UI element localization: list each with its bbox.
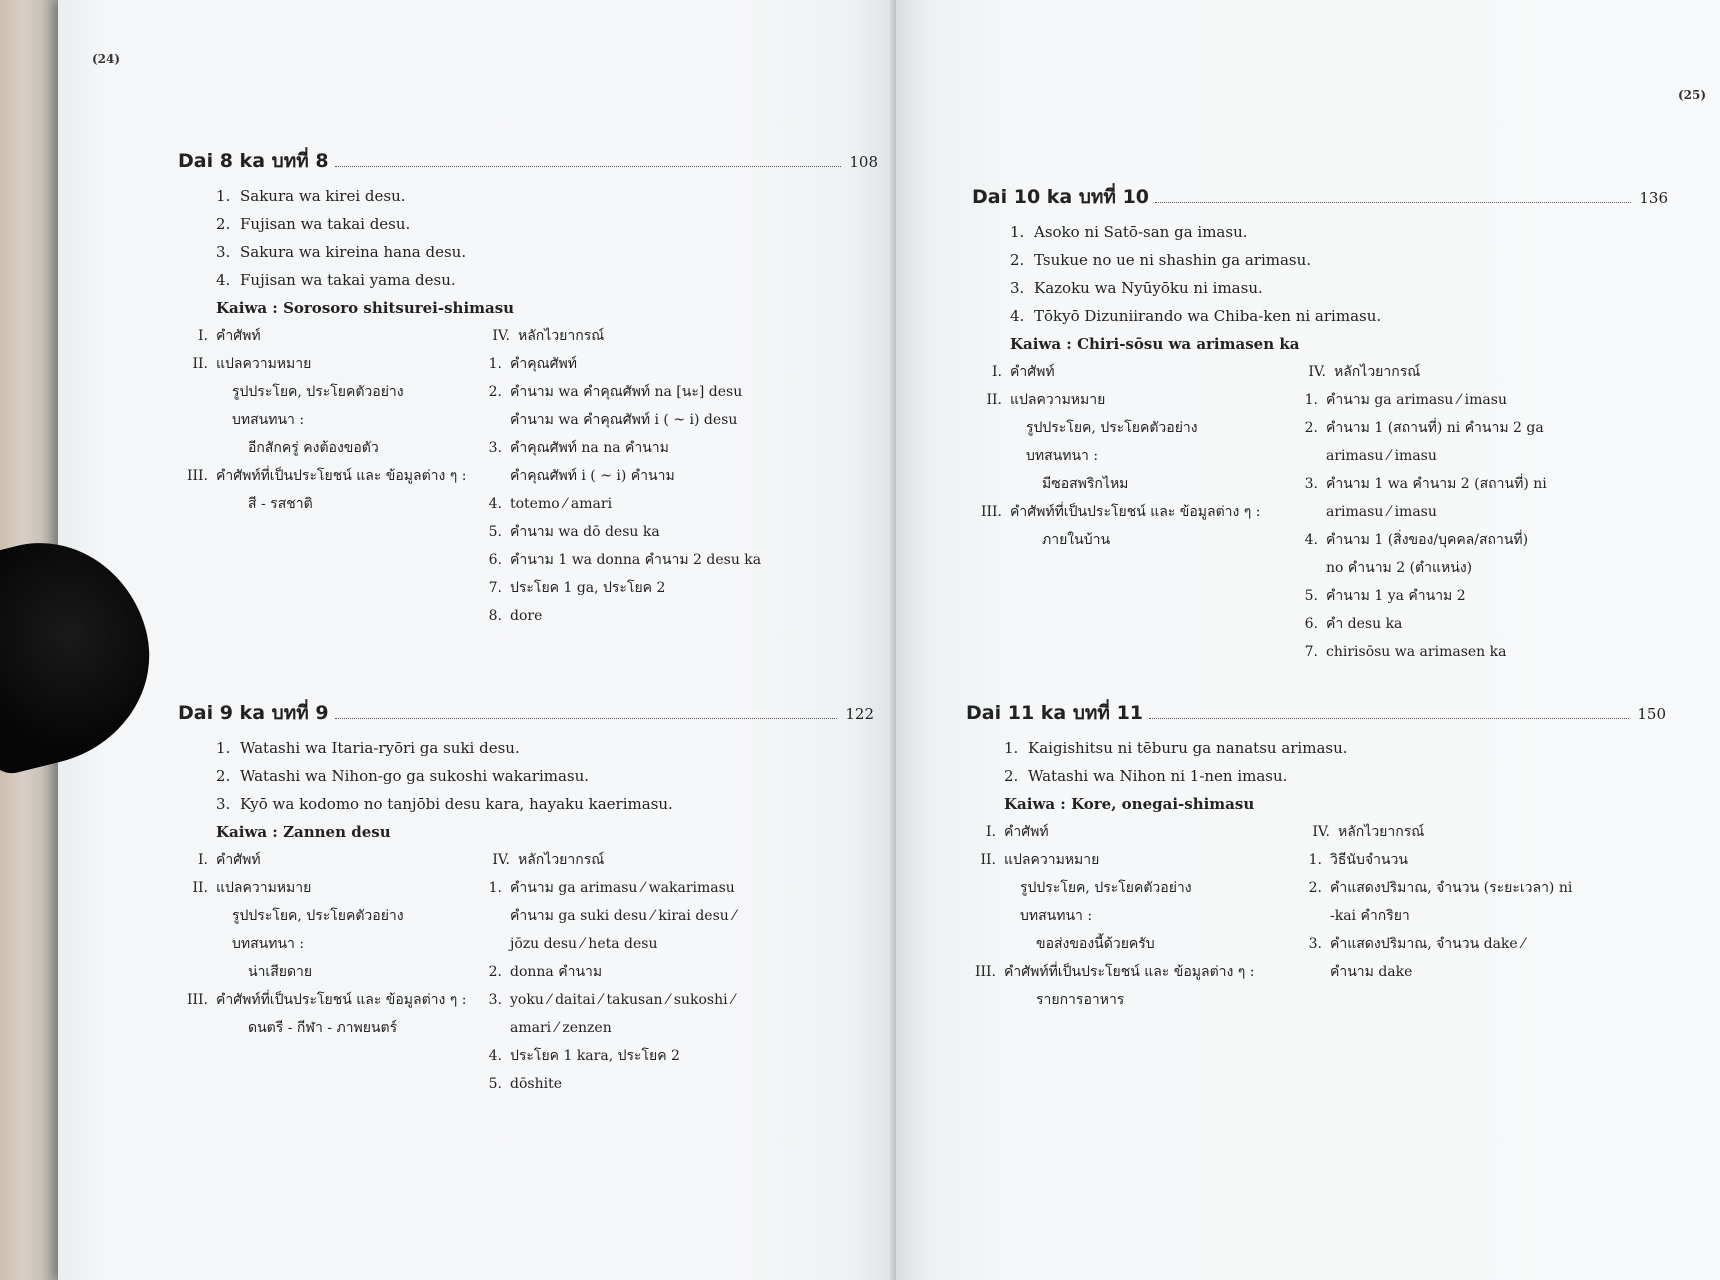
- grammar-item-cont: คำนาม ga suki desu ⁄ kirai desu ⁄: [510, 908, 736, 924]
- contents-columns: [966, 818, 1666, 1014]
- example-sentences: [972, 218, 1668, 330]
- chapter-section: [972, 182, 1668, 666]
- chapter-section: [178, 146, 878, 630]
- grammar-item-cont: no คำนาม 2 (ตำแหน่ง): [1326, 560, 1473, 576]
- chapter-section: [178, 698, 874, 1098]
- dot-leader: [1155, 202, 1631, 203]
- sentence: 2. Fujisan wa takai desu.: [216, 215, 411, 233]
- contents-subitem: มีซอสพริกไหม: [1042, 476, 1129, 492]
- contents-item: I. คำศัพท์: [992, 364, 1055, 380]
- grammar-item-cont: jōzu desu ⁄ heta desu: [510, 936, 658, 952]
- contents-subitem: รูปประโยค, ประโยคตัวอย่าง: [1020, 880, 1192, 896]
- grammar-item: 4. totemo ⁄ amari: [488, 496, 613, 512]
- contents-columns: [972, 358, 1668, 666]
- right-page: [896, 0, 1720, 1280]
- example-sentences: [178, 182, 878, 294]
- contents-subitem: อีกสักครู่ คงต้องขอตัว: [248, 440, 379, 456]
- grammar-item: 2. donna คำนาม: [488, 964, 603, 980]
- chapter-heading: [972, 182, 1668, 212]
- grammar-item: 3. คำนาม 1 wa คำนาม 2 (สถานที่) ni: [1304, 476, 1547, 492]
- grammar-item: 3. คำแสดงปริมาณ, จำนวน dake ⁄: [1308, 936, 1525, 952]
- grammar-item: 7. chirisōsu wa arimasen ka: [1304, 644, 1507, 660]
- grammar-item: 1. คำคุณศัพท์: [488, 356, 577, 372]
- sentence: 1. Watashi wa Itaria-ryōri ga suki desu.: [216, 739, 520, 757]
- chapter-title: Dai 9 ka บทที่ 9: [178, 702, 329, 724]
- grammar-item: 3. yoku ⁄ daitai ⁄ takusan ⁄ sukoshi ⁄: [488, 992, 735, 1008]
- left-page: [58, 0, 896, 1280]
- contents-item: II. แปลความหมาย: [192, 356, 312, 372]
- grammar-item-cont: คำคุณศัพท์ i ( ~ i) คำนาม: [510, 468, 675, 484]
- example-sentences: [966, 734, 1666, 790]
- contents-item: III. คำศัพท์ที่เป็นประโยชน์ และ ข้อมูลต่าง ๆ :: [974, 964, 1255, 980]
- page-number: (24): [92, 52, 121, 66]
- chapter-title: Dai 11 ka บทที่ 11: [966, 702, 1144, 724]
- sentence: 3. Kyō wa kodomo no tanjōbi desu kara, hayaku kaerimasu.: [216, 795, 673, 813]
- chapter-section: [966, 698, 1666, 1014]
- contents-item: IV. หลักไวยากรณ์: [492, 328, 605, 344]
- grammar-item: 8. dore: [488, 608, 543, 624]
- contents-left-column: [972, 358, 1296, 666]
- contents-right-column: [480, 846, 736, 1098]
- grammar-item: 5. dōshite: [488, 1076, 562, 1092]
- sentence: 1. Kaigishitsu ni tēburu ga nanatsu arimasu.: [1004, 739, 1348, 757]
- grammar-item-cont: คำนาม wa คำคุณศัพท์ i ( ~ i) desu: [510, 412, 738, 428]
- contents-subitem: ดนตรี - กีฬา - ภาพยนตร์: [248, 1020, 398, 1036]
- grammar-item-cont: arimasu ⁄ imasu: [1326, 504, 1437, 520]
- grammar-item: 2. คำแสดงปริมาณ, จำนวน (ระยะเวลา) ni: [1308, 880, 1573, 896]
- contents-subitem: รูปประโยค, ประโยคตัวอย่าง: [232, 384, 404, 400]
- kaiwa-title: Kaiwa : Sorosoro shitsurei-shimasu: [216, 299, 515, 317]
- contents-subitem: รูปประโยค, ประโยคตัวอย่าง: [232, 908, 404, 924]
- grammar-item: 3. คำคุณศัพท์ na na คำนาม: [488, 440, 669, 456]
- grammar-item: 5. คำนาม 1 ya คำนาม 2: [1304, 588, 1466, 604]
- contents-item: II. แปลความหมาย: [980, 852, 1100, 868]
- contents-item: I. คำศัพท์: [198, 852, 261, 868]
- contents-left-column: [178, 846, 480, 1098]
- contents-item: IV. หลักไวยากรณ์: [1312, 824, 1425, 840]
- grammar-item: 1. คำนาม ga arimasu ⁄ wakarimasu: [488, 880, 735, 896]
- contents-item: IV. หลักไวยากรณ์: [492, 852, 605, 868]
- dot-leader: [1149, 718, 1629, 719]
- contents-subitem: น่าเสียดาย: [248, 964, 313, 980]
- contents-subitem: รูปประโยค, ประโยคตัวอย่าง: [1026, 420, 1198, 436]
- grammar-item: 6. คำนาม 1 wa donna คำนาม 2 desu ka: [488, 552, 762, 568]
- sentence: 3. Sakura wa kireina hana desu.: [216, 243, 467, 261]
- contents-right-column: [1300, 818, 1572, 1014]
- contents-subitem: ขอส่งของนี้ด้วยครับ: [1036, 936, 1155, 952]
- sentence: 1. Asoko ni Satō-san ga imasu.: [1010, 223, 1248, 241]
- sentence: 4. Fujisan wa takai yama desu.: [216, 271, 456, 289]
- sentence: 2. Tsukue no ue ni shashin ga arimasu.: [1010, 251, 1312, 269]
- chapter-heading: [178, 146, 878, 176]
- grammar-item: 4. คำนาม 1 (สิ่งของ/บุคคล/สถานที่): [1304, 532, 1529, 548]
- chapter-page-number: 108: [849, 153, 878, 171]
- contents-item: II. แปลความหมาย: [192, 880, 312, 896]
- sentence: 4. Tōkyō Dizuniirando wa Chiba-ken ni arimasu.: [1010, 307, 1382, 325]
- contents-subitem: รายการอาหาร: [1036, 992, 1125, 1008]
- contents-subitem: บทสนทนา :: [1020, 908, 1093, 924]
- grammar-item: 2. คำนาม 1 (สถานที่) ni คำนาม 2 ga: [1304, 420, 1544, 436]
- dot-leader: [335, 718, 838, 719]
- contents-subitem: บทสนทนา :: [232, 936, 305, 952]
- grammar-item-cont: amari ⁄ zenzen: [510, 1020, 612, 1036]
- grammar-item: 4. ประโยค 1 kara, ประโยค 2: [488, 1048, 680, 1064]
- sentence: 1. Sakura wa kirei desu.: [216, 187, 406, 205]
- sentence: 2. Watashi wa Nihon-go ga sukoshi wakarimasu.: [216, 767, 590, 785]
- contents-subitem: บทสนทนา :: [232, 412, 305, 428]
- dot-leader: [335, 166, 842, 167]
- contents-item: III. คำศัพท์ที่เป็นประโยชน์ และ ข้อมูลต่าง ๆ :: [186, 468, 467, 484]
- contents-subitem: สี - รสชาติ: [248, 496, 313, 512]
- contents-right-column: [480, 322, 761, 630]
- contents-item: I. คำศัพท์: [198, 328, 261, 344]
- contents-right-column: [1296, 358, 1547, 666]
- kaiwa-title: Kaiwa : Zannen desu: [216, 823, 391, 841]
- contents-subitem: ภายในบ้าน: [1042, 532, 1111, 548]
- grammar-item: 1. คำนาม ga arimasu ⁄ imasu: [1304, 392, 1507, 408]
- contents-subitem: บทสนทนา :: [1026, 448, 1099, 464]
- contents-left-column: [966, 818, 1300, 1014]
- chapter-page-number: 150: [1637, 705, 1666, 723]
- grammar-item: 6. คำ desu ka: [1304, 616, 1403, 632]
- contents-item: II. แปลความหมาย: [986, 392, 1106, 408]
- contents-item: III. คำศัพท์ที่เป็นประโยชน์ และ ข้อมูลต่าง ๆ :: [980, 504, 1261, 520]
- grammar-item: 2. คำนาม wa คำคุณศัพท์ na [นะ] desu: [488, 384, 743, 400]
- grammar-item: 1. วิธีนับจำนวน: [1308, 852, 1408, 868]
- contents-columns: [178, 846, 874, 1098]
- grammar-item: 5. คำนาม wa dō desu ka: [488, 524, 660, 540]
- chapter-title: Dai 10 ka บทที่ 10: [972, 186, 1150, 208]
- kaiwa-title: Kaiwa : Kore, onegai-shimasu: [1004, 795, 1255, 813]
- contents-left-column: [178, 322, 480, 630]
- chapter-title: Dai 8 ka บทที่ 8: [178, 150, 329, 172]
- contents-item: III. คำศัพท์ที่เป็นประโยชน์ และ ข้อมูลต่าง ๆ :: [186, 992, 467, 1008]
- chapter-page-number: 136: [1639, 189, 1668, 207]
- kaiwa-title: Kaiwa : Chiri-sōsu wa arimasen ka: [1010, 335, 1300, 353]
- chapter-page-number: 122: [845, 705, 874, 723]
- grammar-item: 7. ประโยค 1 ga, ประโยค 2: [488, 580, 666, 596]
- sentence: 2. Watashi wa Nihon ni 1-nen imasu.: [1004, 767, 1288, 785]
- page-number: (25): [1677, 88, 1706, 102]
- chapter-heading: [178, 698, 874, 728]
- contents-columns: [178, 322, 878, 630]
- grammar-item-cont: -kai คำกริยา: [1330, 908, 1410, 924]
- grammar-item-cont: คำนาม dake: [1330, 964, 1413, 980]
- example-sentences: [178, 734, 874, 818]
- sentence: 3. Kazoku wa Nyūyōku ni imasu.: [1010, 279, 1263, 297]
- contents-item: IV. หลักไวยากรณ์: [1308, 364, 1421, 380]
- chapter-heading: [966, 698, 1666, 728]
- contents-item: I. คำศัพท์: [986, 824, 1049, 840]
- grammar-item-cont: arimasu ⁄ imasu: [1326, 448, 1437, 464]
